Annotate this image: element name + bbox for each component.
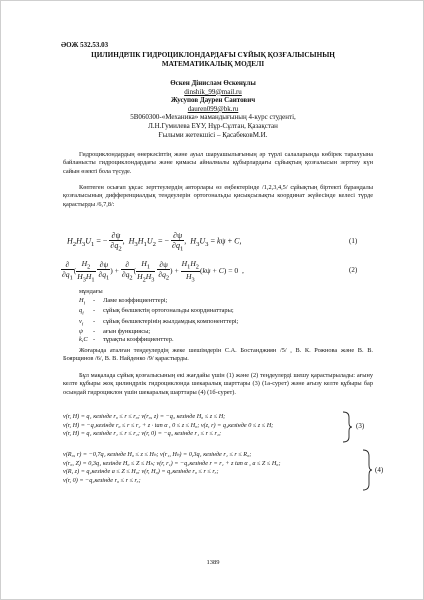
equation-1: $H_2H_3U_1$ = − $\frac{\partial\psi}{\partial q_2}$ , $H_3H_1U_2$ = − $\frac{\partial\psi}{\partial q_1}$ , $H_3U_3 = k\psi + C$, — [67, 231, 242, 253]
system-4-line-3: v(R, z) = q₄кезінде a ≤ Z ≤ H₀; v(r, H₀) = q₂кезінде r₀ ≤ r ≤ rₓ; — [63, 468, 219, 476]
supervisor-line: Ғылыми жетекшісі – ҚасабековМ.И. — [158, 130, 268, 139]
equation-2-number: (2) — [349, 266, 358, 274]
equation-1-number: (1) — [349, 237, 358, 245]
variable-row: $H_i$ - Ламе коэффициенттері; — [79, 297, 168, 307]
variables-list — [79, 297, 238, 344]
title-line-2: МАТЕМАТИКАЛЫҚ МОДЕЛІ — [161, 60, 265, 68]
system-4-line-2: v(r₀, Z) = 0,3q₁ кезінде H₀ ≤ Z ≤ Hₕ; v(r, r₁) = −q₃кезінде r = r₁ + z tan α , a ≤ Z ≤ H₀; — [63, 459, 281, 467]
system-3-number: (3) — [356, 422, 365, 430]
equation-2: $\frac{\partial}{\partial q_1}$ ( $\frac{H_2}{H_3H_1}$ $\frac{\partial\psi}{\partial q_1}$ ) + $\frac{\partial}{\partial q_2}$ ( $\frac{H_1}{H_2H_3}$ $\frac{\partial\psi}{\partial q_2}$ ) + $\frac{H_1H_2}{H_3}$ (kψ + C) = 0 , — [62, 259, 244, 284]
paragraph-authors-review: Көптеген осығап ұқсас зерттеулердің авторлары өз еңбектерінде /1,2,3,4,5/ сұйықтың біртекті бұраңдалы қозғалысының дифференциалдық теңдеулерін ортогональды қисықсызықты координат жүйесінде келесі түрде қарастырды /6,7,8/: — [63, 184, 373, 208]
author-2-name: Жусупов Даурен Саитович — [170, 96, 256, 105]
author-2-email[interactable]: dauren099@bk.ru — [187, 104, 239, 113]
variable-row: $v_i$ - сұйық бөлшектерінің жылдамдық компоненттері; — [79, 317, 239, 328]
authors-block — [41, 79, 385, 139]
boundary-system-4 — [63, 451, 281, 485]
boundary-system-3 — [63, 413, 273, 439]
system-4-number: (4) — [375, 466, 384, 474]
author-1-email[interactable]: dinshik_99@mail.ru — [184, 87, 242, 96]
affiliation-line-2: Л.Н.Гумилева ЕҰУ, Нұр-Сұлтан, Қазақстан — [148, 121, 278, 130]
system-4-line-4: v(r, 0) = −q₃кезінде r₀ ≤ r ≤ rₓ; — [63, 476, 141, 484]
paragraph-intro: Гидроциклондардың өнеркәсіптің және ауыл шаруашылығының әр түрлі салаларында көбірек таралуына байланысты гидроциклондардағы және қимасы айналмалы құбырлардағы сұйықтың қозғалысын зерттеу күн сайын өзекті бола түсуде. — [63, 151, 373, 175]
affiliation-line-1: 5В060300-«Механика» мамандығының 4-курс студенті, — [130, 113, 296, 122]
brace-3-icon — [341, 411, 353, 443]
author-1-name: Өскен Дінислам Өскенұлы — [170, 79, 256, 87]
paragraph-problem: Бұл мақалада сұйық қозғалысының екі жағдайы үшін (1) және (2) теңдеулерді шешу қарастырылады: ағыну келте құбыры жоқ цилиндрлік гидроциклонда шекаралық шарттары (3) (1а-сурет) және ағызу келте құбыры бар осындай гидроциклон үшін шекаралық шарттары (4) (1б-сурет). — [63, 372, 373, 396]
system-3-line-3: v(r, H) = q₁ кезінде r₁ ≤ r ≤ r₂; v(r, 0) = −q₃ кезінде r₁ ≤ r ≤ r₂; — [63, 430, 222, 438]
title-line-1: ЦИЛИНДРЛІК ГИДРОЦИКЛОНДАРДАҒЫ СҰЙЫҚ ҚОЗҒАЛЫСЫНЫҢ — [91, 51, 335, 59]
variable-row: ψ - ағын функциясы; — [79, 328, 151, 336]
system-4-line-1: v(R₀, r) = −0,7q₁ кезінде H₀ ≤ z ≤ Hₕ; v(r₁, Hₕ) = 0,3q₁ кезінде r₁ ≤ r ≤ R₀; — [63, 451, 252, 458]
system-3-line-1: v(r, H) = q₁ кезінде r₀ ≤ r ≤ r₀; v(r₀, z) = −q₃ кезінде H₀ ≤ z ≤ H; — [63, 413, 226, 420]
where-label: мұндағы — [79, 288, 103, 295]
udc-code: ӘОЖ 532.53.03 — [61, 41, 109, 49]
paper-title — [41, 51, 385, 69]
system-3-line-2: v(r, H) = −q₂кезінде r₀ ≤ r ≤ r₂ + z · tan α , 0 ≤ z ≤ H₀; v(z, r) = q₄кезінде 0 ≤ z ≤ H; — [63, 421, 274, 429]
brace-4-icon — [361, 449, 373, 491]
variable-row: k,C - тұрақты коэффициенттер. — [79, 336, 174, 344]
paragraph-solutions: Жоғарыда аталған теңдеулердің жеке шешімдерін С.А. Бостанджиян /5/ , В. К. Рожнова және В. В. Боярщинов /6/, В. В. Найденко /9/ қарастырды. — [63, 347, 373, 363]
variable-row: $q_i$ - сұйық бөлшектің ортогональды координаттары; — [79, 307, 234, 317]
page-number: 1389 — [206, 559, 220, 566]
